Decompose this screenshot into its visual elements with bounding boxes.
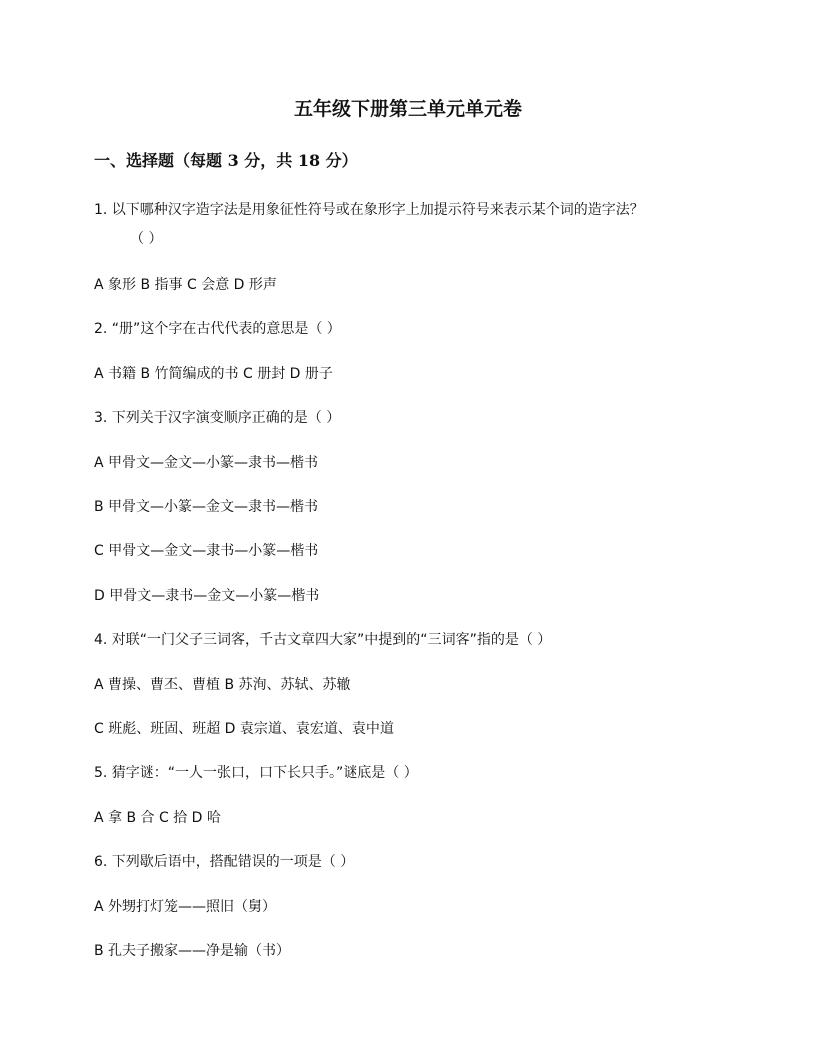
question-4-options-ab: A 曹操、曹丕、曹植 B 苏洵、苏轼、苏辙 — [94, 677, 351, 693]
question-3-option-b: B 甲骨文—小篆—金文—隶书—楷书 — [94, 499, 319, 515]
question-1-stem: 1. 以下哪种汉字造字法是用象征性符号或在象形字上加提示符号来表示某个词的造字法？ — [94, 202, 644, 218]
question-1-stem-continuation: （ ） — [130, 231, 163, 247]
question-2-stem: 2. “册”这个字在古代代表的意思是（ ） — [94, 321, 341, 337]
question-4-stem: 4. 对联“一门父子三词客，千古文章四大家”中提到的“三词客”指的是（ ） — [94, 632, 552, 648]
question-6-stem: 6. 下列歇后语中，搭配错误的一项是（ ） — [94, 854, 355, 870]
section-heading: 一、选择题（每题 3 分，共 18 分） — [94, 151, 358, 170]
question-2-options: A 书籍 B 竹简编成的书 C 册封 D 册子 — [94, 366, 333, 382]
question-1-options: A 象形 B 指事 C 会意 D 形声 — [94, 277, 277, 293]
question-6-option-a: A 外甥打灯笼——照旧（舅） — [94, 899, 277, 915]
question-3-option-d: D 甲骨文—隶书—金文—小篆—楷书 — [94, 588, 320, 604]
page-title: 五年级下册第三单元单元卷 — [293, 98, 522, 120]
question-5-options: A 拿 B 合 C 拾 D 哈 — [94, 810, 221, 826]
question-3-option-a: A 甲骨文—金文—小篆—隶书—楷书 — [94, 455, 319, 471]
question-3-stem: 3. 下列关于汉字演变顺序正确的是（ ） — [94, 410, 341, 426]
question-3-option-c: C 甲骨文—金文—隶书—小篆—楷书 — [94, 543, 319, 559]
question-4-options-cd: C 班彪、班固、班超 D 袁宗道、袁宏道、袁中道 — [94, 721, 394, 737]
question-6-option-b: B 孔夫子搬家——净是输（书） — [94, 943, 291, 959]
question-5-stem: 5. 猜字谜：“一人一张口，口下长只手。”谜底是（ ） — [94, 765, 418, 781]
